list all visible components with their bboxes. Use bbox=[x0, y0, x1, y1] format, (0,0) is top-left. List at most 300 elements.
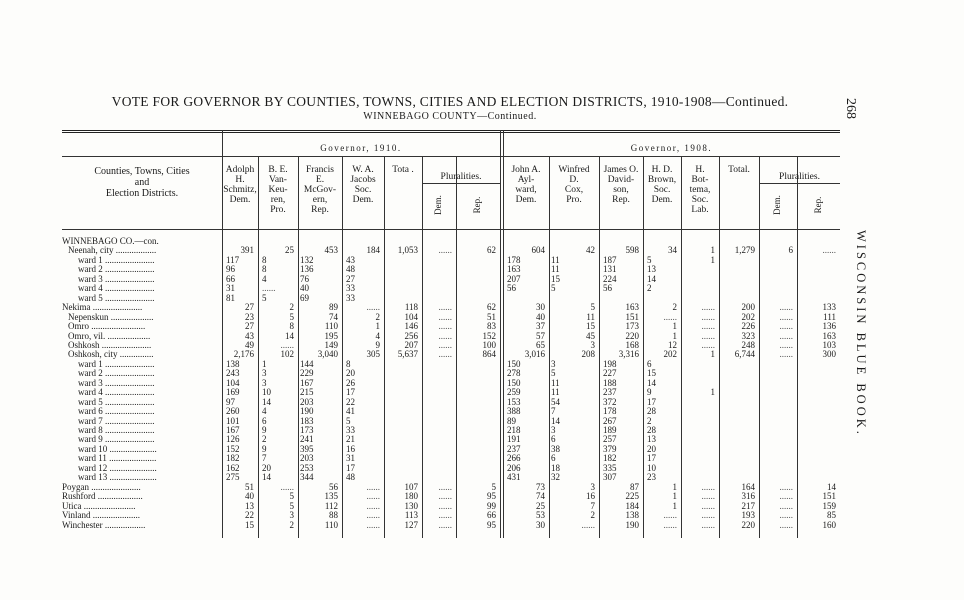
table-cell: 379 bbox=[603, 443, 617, 454]
table-cell: 16 bbox=[586, 491, 595, 502]
table-cell: 163 bbox=[625, 302, 639, 313]
table-cell: 14 bbox=[262, 396, 271, 407]
table-cell: 31 bbox=[226, 283, 235, 294]
table-cell: 144 bbox=[300, 358, 314, 369]
table-cell: 20 bbox=[346, 368, 355, 379]
table-cell: 95 bbox=[487, 491, 496, 502]
table-cell: 127 bbox=[404, 519, 418, 530]
table-cell: ...... bbox=[701, 491, 715, 502]
page-number: 268 bbox=[843, 98, 858, 119]
table-cell: 395 bbox=[300, 443, 314, 454]
table-cell: 28 bbox=[647, 425, 656, 435]
table-cell: 13 bbox=[647, 264, 656, 275]
table-cell: 1 bbox=[710, 349, 715, 360]
row-name: Rushford .................... bbox=[62, 491, 143, 502]
table-cell: 107 bbox=[404, 481, 418, 492]
table-cell: 202 bbox=[663, 349, 677, 360]
table-cell: 229 bbox=[300, 368, 314, 379]
column-header-1910-3: Francis E. McGov- ern, Rep. bbox=[303, 165, 337, 215]
table-cell: 188 bbox=[603, 377, 617, 388]
table-cell: ...... bbox=[779, 500, 793, 511]
table-cell: 190 bbox=[625, 519, 639, 530]
row-name: ward 3 ...................... bbox=[78, 273, 155, 284]
row-name: ward 4 ...................... bbox=[78, 283, 155, 294]
table-cell: 198 bbox=[603, 358, 617, 369]
table-cell: 89 bbox=[507, 415, 516, 426]
table-cell: 110 bbox=[324, 519, 338, 530]
table-cell: 266 bbox=[507, 453, 521, 464]
table-cell: 208 bbox=[581, 349, 595, 360]
table-cell: ...... bbox=[366, 519, 380, 530]
table-cell: 5 bbox=[551, 283, 556, 294]
table-cell: 160 bbox=[822, 519, 836, 530]
table-cell: 48 bbox=[346, 472, 355, 483]
table-cell: 53 bbox=[536, 510, 545, 521]
table-cell: 117 bbox=[226, 254, 240, 265]
table-cell: 34 bbox=[668, 245, 677, 256]
table-cell: 3 bbox=[590, 481, 595, 492]
table-cell: 118 bbox=[404, 302, 418, 313]
table-cell: 256 bbox=[404, 330, 418, 341]
table-cell: 169 bbox=[226, 387, 240, 398]
table-cell: ...... bbox=[663, 510, 677, 521]
table-cell: 248 bbox=[741, 339, 755, 350]
table-cell: 48 bbox=[346, 264, 355, 275]
table-cell: 15 bbox=[586, 321, 595, 332]
table-cell: 2 bbox=[289, 302, 294, 313]
table-cell: 14 bbox=[647, 377, 656, 388]
table-cell: 14 bbox=[285, 330, 294, 341]
table-cell: 173 bbox=[300, 425, 314, 435]
table-cell: 1 bbox=[672, 330, 677, 341]
group-header-rule bbox=[62, 156, 840, 157]
table-cell: ...... bbox=[779, 302, 793, 313]
table-cell: ...... bbox=[779, 321, 793, 332]
table-cell: 5 bbox=[262, 292, 267, 303]
table-cell: 6 bbox=[647, 358, 652, 369]
table-cell: 243 bbox=[226, 368, 240, 379]
table-cell: 3 bbox=[262, 368, 267, 379]
row-name: Utica ....................... bbox=[62, 500, 136, 511]
table-cell: 15 bbox=[647, 368, 656, 379]
table-cell: 5 bbox=[289, 500, 294, 511]
table-cell: 5 bbox=[647, 254, 652, 265]
table-cell: ...... bbox=[366, 500, 380, 511]
table-cell: 136 bbox=[300, 264, 314, 275]
column-header-1908-6: Total. bbox=[728, 165, 750, 175]
table-cell: 26 bbox=[346, 377, 355, 388]
table-cell: ...... bbox=[366, 510, 380, 521]
row-name: ward 3 ...................... bbox=[78, 377, 155, 388]
table-cell: 25 bbox=[536, 500, 545, 511]
table-cell: 598 bbox=[625, 245, 639, 256]
pluralities-header-1910: Pluralities. bbox=[440, 172, 482, 182]
table-cell: 218 bbox=[507, 425, 521, 435]
column-header-1910-2: B. E. Van- Keu- ren, Pro. bbox=[268, 165, 288, 215]
table-cell: 178 bbox=[603, 406, 617, 417]
table-cell: 152 bbox=[226, 443, 240, 454]
table-cell: 200 bbox=[741, 302, 755, 313]
row-name: ward 5 ...................... bbox=[78, 292, 155, 303]
table-cell: 16 bbox=[346, 443, 355, 454]
table-cell: ...... bbox=[262, 283, 276, 294]
table-cell: 9 bbox=[647, 387, 652, 398]
table-cell: 42 bbox=[586, 245, 595, 256]
table-cell: ...... bbox=[366, 481, 380, 492]
pluralities-rule bbox=[422, 183, 500, 184]
table-cell: ...... bbox=[581, 519, 595, 530]
row-name: ward 2 ...................... bbox=[78, 264, 155, 275]
row-name: Omro, vil. ................... bbox=[68, 330, 151, 341]
table-cell: 126 bbox=[226, 434, 240, 445]
table-cell: 864 bbox=[482, 349, 496, 360]
table-cell: 220 bbox=[741, 519, 755, 530]
table-cell: 2 bbox=[647, 415, 652, 426]
table-cell: 1 bbox=[710, 254, 715, 265]
table-cell: 1 bbox=[262, 358, 267, 369]
table-cell: 1 bbox=[672, 321, 677, 332]
table-cell: 14 bbox=[551, 415, 560, 426]
table-cell: ...... bbox=[701, 321, 715, 332]
table-cell: 182 bbox=[226, 453, 240, 464]
table-cell: 102 bbox=[280, 349, 294, 360]
table-cell: 202 bbox=[741, 311, 755, 322]
table-cell: 57 bbox=[536, 330, 545, 341]
table-cell: 391 bbox=[240, 245, 254, 256]
table-cell: 146 bbox=[404, 321, 418, 332]
table-cell: ...... bbox=[779, 349, 793, 360]
row-name: ward 1 ...................... bbox=[78, 254, 155, 265]
table-cell: 76 bbox=[300, 273, 309, 284]
table-cell: 163 bbox=[507, 264, 521, 275]
table-cell: 151 bbox=[625, 311, 639, 322]
table-cell: ...... bbox=[779, 519, 793, 530]
table-cell: 260 bbox=[226, 406, 240, 417]
table-cell: 431 bbox=[507, 472, 521, 483]
table-cell: 10 bbox=[262, 387, 271, 398]
table-cell: 41 bbox=[346, 406, 355, 417]
table-cell: 3 bbox=[551, 358, 556, 369]
table-cell: 138 bbox=[625, 510, 639, 521]
table-cell: 28 bbox=[647, 406, 656, 417]
table-cell: 217 bbox=[741, 500, 755, 511]
table-cell: 15 bbox=[245, 519, 254, 530]
table-cell: 5 bbox=[491, 481, 496, 492]
table-cell: ...... bbox=[779, 330, 793, 341]
table-cell: 1 bbox=[710, 245, 715, 256]
table-cell: ...... bbox=[438, 349, 452, 360]
table-cell: 203 bbox=[300, 453, 314, 464]
table-cell: 27 bbox=[346, 273, 355, 284]
table-cell: 388 bbox=[507, 406, 521, 417]
table-cell: 2 bbox=[375, 311, 380, 322]
table-cell: 73 bbox=[536, 481, 545, 492]
table-cell: 153 bbox=[507, 396, 521, 407]
row-name: Nepenskun ................... bbox=[68, 311, 154, 322]
table-cell: 2 bbox=[262, 434, 267, 445]
table-cell: 206 bbox=[507, 462, 521, 473]
table-cell: 101 bbox=[226, 415, 240, 426]
row-header-label: Counties, Towns, Cities and Election Districts. bbox=[94, 166, 190, 199]
column-header-1908-2: Winfred D. Cox, Pro. bbox=[558, 165, 590, 205]
table-cell: 3 bbox=[289, 510, 294, 521]
table-cell: 173 bbox=[625, 321, 639, 332]
table-cell: 32 bbox=[551, 472, 560, 483]
table-cell: 6 bbox=[788, 245, 793, 256]
table-cell: 65 bbox=[536, 339, 545, 350]
table-cell: 167 bbox=[226, 425, 240, 435]
table-cell: 11 bbox=[551, 254, 560, 265]
table-cell: 40 bbox=[245, 491, 254, 502]
table-cell: 11 bbox=[551, 387, 560, 398]
header-bottom-rule bbox=[62, 229, 840, 230]
table-cell: ...... bbox=[779, 491, 793, 502]
table-cell: 5 bbox=[346, 415, 351, 426]
table-cell: 110 bbox=[324, 321, 338, 332]
table-cell: 14 bbox=[647, 273, 656, 284]
table-cell: 167 bbox=[300, 377, 314, 388]
table-cell: 11 bbox=[551, 377, 560, 388]
table-cell: 104 bbox=[404, 311, 418, 322]
table-cell: 1,053 bbox=[397, 245, 418, 256]
table-cell: ...... bbox=[366, 491, 380, 502]
row-name: ward 10 ..................... bbox=[78, 443, 157, 454]
row-name: ward 7 ...................... bbox=[78, 415, 155, 426]
table-cell: 2 bbox=[590, 510, 595, 521]
column-header-1910-5: Tota . bbox=[392, 165, 414, 175]
table-cell: 190 bbox=[300, 406, 314, 417]
table-cell: 344 bbox=[300, 472, 314, 483]
table-cell: 113 bbox=[404, 510, 418, 521]
table-cell: 17 bbox=[346, 462, 355, 473]
group-header-1908: Governor, 1908. bbox=[630, 143, 713, 153]
table-cell: 11 bbox=[586, 311, 595, 322]
table-cell: 23 bbox=[245, 311, 254, 322]
table-cell: 138 bbox=[226, 358, 240, 369]
table-cell: 17 bbox=[346, 387, 355, 398]
table-cell: 180 bbox=[404, 491, 418, 502]
row-name: WINNEBAGO CO.—con. bbox=[62, 236, 159, 246]
table-cell: 5,637 bbox=[397, 349, 418, 360]
row-name: Oshkosh ...................... bbox=[68, 339, 152, 350]
table-cell: 54 bbox=[551, 396, 560, 407]
table-cell: 3 bbox=[590, 339, 595, 350]
table-cell: 8 bbox=[289, 321, 294, 332]
table-cell: 191 bbox=[507, 434, 521, 445]
page-title: VOTE FOR GOVERNOR BY COUNTIES, TOWNS, CITIES AND ELECTION DISTRICTS, 1910-1908—Continued. bbox=[111, 94, 789, 109]
table-cell: 23 bbox=[647, 472, 656, 483]
table-cell: ...... bbox=[438, 245, 452, 256]
table-cell: 307 bbox=[603, 472, 617, 483]
table-cell: ...... bbox=[701, 311, 715, 322]
side-running-title: WISCONSIN BLUE BOOK. bbox=[854, 230, 868, 437]
table-cell: ...... bbox=[701, 500, 715, 511]
table-cell: 56 bbox=[329, 481, 338, 492]
column-header-1908-1: John A. Ayl- ward, Dem. bbox=[511, 165, 541, 205]
table-cell: 85 bbox=[827, 510, 836, 521]
table-cell: 30 bbox=[536, 519, 545, 530]
table-cell: ...... bbox=[438, 339, 452, 350]
row-name: Oshkosh, city ............... bbox=[68, 349, 154, 360]
table-cell: 33 bbox=[346, 292, 355, 303]
row-name: ward 5 ...................... bbox=[78, 396, 155, 407]
table-cell: 49 bbox=[245, 339, 254, 350]
row-name: ward 9 ...................... bbox=[78, 434, 155, 445]
table-cell: 1,279 bbox=[734, 245, 755, 256]
table-cell: 187 bbox=[603, 254, 617, 265]
table-cell: 74 bbox=[536, 491, 545, 502]
table-cell: 8 bbox=[346, 358, 351, 369]
table-cell: 27 bbox=[245, 321, 254, 332]
pluralities-rep-1908: Rep. bbox=[813, 196, 823, 214]
table-cell: 103 bbox=[822, 339, 836, 350]
table-cell: 184 bbox=[366, 245, 380, 256]
column-header-1910-1: Adolph H. Schmitz, Dem. bbox=[223, 165, 257, 205]
table-cell: 8 bbox=[262, 264, 267, 275]
table-cell: 168 bbox=[625, 339, 639, 350]
table-cell: ...... bbox=[438, 302, 452, 313]
table-cell: 74 bbox=[329, 311, 338, 322]
table-cell: 1 bbox=[672, 481, 677, 492]
table-cell: ...... bbox=[701, 330, 715, 341]
table-cell: 6,744 bbox=[734, 349, 755, 360]
table-cell: 275 bbox=[226, 472, 240, 483]
table-cell: ...... bbox=[701, 339, 715, 350]
table-cell: 1 bbox=[672, 500, 677, 511]
table-cell: 130 bbox=[404, 500, 418, 511]
table-cell: 133 bbox=[822, 302, 836, 313]
table-cell: 14 bbox=[827, 481, 836, 492]
table-cell: 15 bbox=[551, 273, 560, 284]
table-cell: 87 bbox=[630, 481, 639, 492]
table-cell: 51 bbox=[487, 311, 496, 322]
table-cell: 20 bbox=[647, 443, 656, 454]
table-cell: ...... bbox=[280, 481, 294, 492]
row-name: Winchester .................. bbox=[62, 519, 146, 530]
table-cell: 4 bbox=[262, 406, 267, 417]
table-cell: 27 bbox=[245, 302, 254, 313]
pluralities-dem-1910: Dem. bbox=[433, 195, 443, 215]
table-cell: 193 bbox=[741, 510, 755, 521]
table-cell: 6 bbox=[262, 415, 267, 426]
column-header-1908-5: H. Bot- tema, Soc. Lab. bbox=[689, 165, 711, 215]
table-cell: ...... bbox=[701, 519, 715, 530]
row-name: ward 4 ...................... bbox=[78, 387, 155, 398]
table-cell: 9 bbox=[375, 339, 380, 350]
table-cell: ...... bbox=[438, 321, 452, 332]
table-cell: 604 bbox=[531, 245, 545, 256]
page-subtitle: WINNEBAGO COUNTY—Continued. bbox=[363, 111, 537, 122]
table-cell: 227 bbox=[603, 368, 617, 379]
table-cell: 100 bbox=[482, 339, 496, 350]
table-cell: ...... bbox=[779, 510, 793, 521]
table-cell: 300 bbox=[822, 349, 836, 360]
table-cell: ...... bbox=[438, 510, 452, 521]
table-cell: 207 bbox=[404, 339, 418, 350]
table-cell: ...... bbox=[779, 481, 793, 492]
table-cell: 20 bbox=[262, 462, 271, 473]
column-header-1910-4: W. A. Jacobs Soc. Dem. bbox=[350, 165, 376, 205]
table-cell: 5 bbox=[590, 302, 595, 313]
table-cell: 267 bbox=[603, 415, 617, 426]
table-cell: 1 bbox=[672, 491, 677, 502]
table-cell: 7 bbox=[551, 406, 556, 417]
table-cell: 3,040 bbox=[317, 349, 338, 360]
table-cell: 33 bbox=[346, 283, 355, 294]
row-name: ward 11 ..................... bbox=[78, 453, 157, 464]
table-cell: ...... bbox=[438, 500, 452, 511]
table-cell: 18 bbox=[551, 462, 560, 473]
table-cell: 7 bbox=[262, 453, 267, 464]
table-cell: 132 bbox=[300, 254, 314, 265]
group-header-1910: Governor, 1910. bbox=[320, 143, 402, 153]
row-name: Neenah, city .................. bbox=[68, 245, 157, 256]
table-cell: 224 bbox=[603, 273, 617, 284]
table-cell: 183 bbox=[300, 415, 314, 426]
table-cell: 8 bbox=[262, 254, 267, 265]
table-cell: 372 bbox=[603, 396, 617, 407]
table-cell: 99 bbox=[487, 500, 496, 511]
table-cell: 17 bbox=[647, 396, 656, 407]
table-cell: 225 bbox=[625, 491, 639, 502]
table-cell: 5 bbox=[551, 368, 556, 379]
table-cell: 178 bbox=[507, 254, 521, 265]
table-cell: 136 bbox=[822, 321, 836, 332]
table-cell: 83 bbox=[487, 321, 496, 332]
table-cell: ...... bbox=[663, 311, 677, 322]
table-cell: ...... bbox=[701, 481, 715, 492]
table-row bbox=[62, 520, 840, 530]
table-cell: 316 bbox=[741, 491, 755, 502]
table-cell: 31 bbox=[346, 453, 355, 464]
table-cell: 56 bbox=[507, 283, 516, 294]
table-cell: 66 bbox=[226, 273, 235, 284]
table-cell: 1 bbox=[375, 321, 380, 332]
table-cell: 259 bbox=[507, 387, 521, 398]
table-cell: 38 bbox=[551, 443, 560, 454]
table-cell: 51 bbox=[245, 481, 254, 492]
row-name: Vinland ..................... bbox=[62, 510, 140, 521]
pluralities-rep-1910: Rep. bbox=[472, 196, 482, 214]
table-cell: 226 bbox=[741, 321, 755, 332]
row-name: ward 13 ..................... bbox=[78, 472, 157, 483]
table-cell: 182 bbox=[603, 453, 617, 464]
table-cell: 2 bbox=[289, 519, 294, 530]
table-cell: 335 bbox=[603, 462, 617, 473]
table-cell: 151 bbox=[822, 491, 836, 502]
table-cell: 4 bbox=[375, 330, 380, 341]
table-cell: 4 bbox=[262, 273, 267, 284]
table-cell: 43 bbox=[245, 330, 254, 341]
table-cell: 203 bbox=[300, 396, 314, 407]
row-name: Omro ........................ bbox=[68, 321, 146, 332]
table-cell: 164 bbox=[741, 481, 755, 492]
table-cell: 3 bbox=[262, 377, 267, 388]
table-cell: 323 bbox=[741, 330, 755, 341]
table-cell: 14 bbox=[262, 472, 271, 483]
table-cell: 253 bbox=[300, 462, 314, 473]
table-cell: 5 bbox=[289, 491, 294, 502]
table-cell: 10 bbox=[647, 462, 656, 473]
table-cell: 3,016 bbox=[524, 349, 545, 360]
table-cell: 69 bbox=[300, 292, 309, 303]
table-cell: 89 bbox=[329, 302, 338, 313]
table-cell: 150 bbox=[507, 377, 521, 388]
table-cell: 257 bbox=[603, 434, 617, 445]
table-cell: ...... bbox=[438, 491, 452, 502]
table-cell: 66 bbox=[487, 510, 496, 521]
table-cell: 13 bbox=[647, 434, 656, 445]
